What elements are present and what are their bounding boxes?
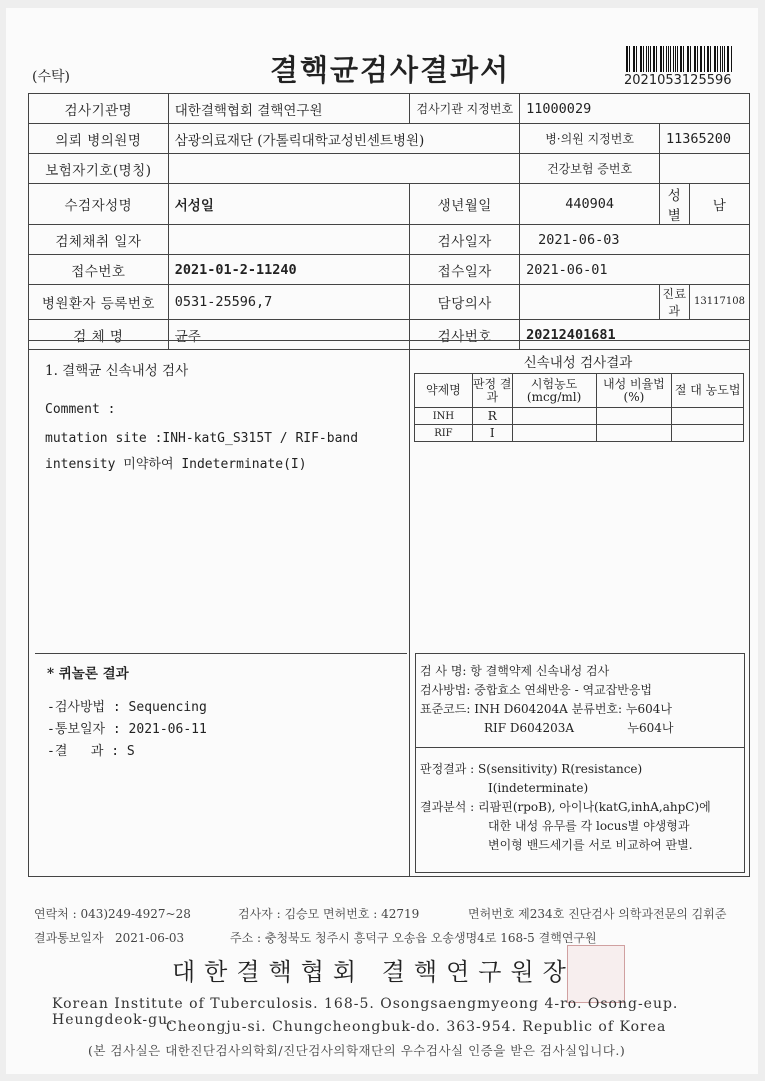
- results-section: [28, 340, 750, 877]
- notes-method: 검사방법: 중합효소 연쇄반응 - 역교잡반응법: [420, 683, 653, 697]
- table-row: [415, 408, 744, 425]
- sex-label: 성별: [659, 184, 689, 225]
- specimen-value: 균주: [168, 320, 410, 350]
- comment-label: Comment :: [45, 402, 116, 417]
- notes-judge-2: I(indeterminate): [488, 781, 589, 795]
- footer-report-date: 결과통보일자 2021-06-03: [34, 931, 185, 945]
- test-date-value: 2021-06-03: [520, 225, 750, 255]
- section-divider: [409, 341, 410, 876]
- result-header: 약제명: [415, 374, 473, 408]
- quinolone-result: -결 과 : S: [47, 744, 135, 759]
- result-cell: [596, 425, 672, 442]
- result-header: 시험농도 (mcg/ml): [512, 374, 596, 408]
- dob-value: 440904: [520, 184, 660, 225]
- health-ins-label: 건강보험 증번호: [520, 154, 660, 184]
- comment-line-1: mutation site :INH-katG_S315T / RIF-band: [45, 431, 359, 446]
- footer-license: 면허번호 제234호 진단검사 의학과전문의 김휘준: [468, 907, 727, 921]
- notes-test-name: 검 사 명: 항 결핵약제 신속내성 검사: [420, 664, 610, 678]
- specimen-label: 검 체 명: [29, 320, 169, 350]
- clinic-code-value: 11365200: [659, 124, 749, 154]
- info-table: [28, 93, 750, 350]
- footer-english-2: Cheongju-si. Chungcheongbuk-do. 363-954. Republic of Korea: [166, 1019, 667, 1035]
- notes-code-1: 표준코드: INH D604204A 분류번호: 누604나: [420, 702, 672, 716]
- institution-code-label: 검사기관 지정번호: [410, 94, 520, 124]
- result-table: [414, 373, 744, 442]
- result-cell: I: [472, 425, 512, 442]
- footer-certification: (본 검사실은 대한진단검사의학회/진단검사의학재단의 우수검사실 인증을 받은 검사실입니다.): [88, 1043, 626, 1058]
- left-heading: 1. 결핵균 신속내성 검사: [45, 363, 189, 379]
- quinolone-date: -통보일자 : 2021-06-11: [47, 722, 207, 737]
- result-cell: R: [472, 408, 512, 425]
- notes-box: [415, 653, 745, 873]
- receipt-label: 접수번호: [29, 255, 169, 285]
- table-row: [415, 425, 744, 442]
- notes-analysis-2: 대한 내성 유무를 각 locus별 야생형과: [488, 819, 690, 833]
- institution-code-value: 11000029: [520, 94, 750, 124]
- page-title: 결핵균검사결과서: [270, 53, 511, 87]
- clinic-value: 삼광의료재단 (가톨릭대학교성빈센트병원): [168, 124, 519, 154]
- dept-value: 13117108: [689, 285, 749, 320]
- notes-analysis-3: 변이형 밴드세기를 서로 비교하여 판별.: [488, 838, 693, 852]
- result-header: 판정 결과: [472, 374, 512, 408]
- dob-label: 생년월일: [410, 184, 520, 225]
- collect-value: [168, 225, 410, 255]
- result-table-title: 신속내성 검사결과: [523, 355, 633, 371]
- test-no-value: 20212401681: [520, 320, 750, 350]
- institution-value: 대한결핵협회 결핵연구원: [168, 94, 410, 124]
- patient-label: 수검자성명: [29, 184, 169, 225]
- notes-code-2: RIF D604203A 누604나: [484, 721, 674, 735]
- footer-english-1: Korean Institute of Tuberculosis. 168-5. Osongsaengmyeong 4-ro. Osong-eup. Heungdeok-gu.: [52, 996, 679, 1028]
- result-cell: [512, 425, 596, 442]
- barcode: [626, 46, 734, 72]
- patient-value: 서성일: [168, 184, 410, 225]
- barcode-number: 2021053125596: [624, 73, 732, 88]
- result-cell: RIF: [415, 425, 473, 442]
- organization-name: 대한결핵협회 결핵연구원장: [172, 958, 575, 986]
- result-cell: INH: [415, 408, 473, 425]
- type-label: (수탁): [32, 69, 70, 85]
- dept-label: 진료과: [659, 285, 689, 320]
- result-header: 내성 비율법(%): [596, 374, 672, 408]
- receipt-value: 2021-01-2-11240: [168, 255, 410, 285]
- result-cell: [596, 408, 672, 425]
- test-date-label: 검사일자: [410, 225, 520, 255]
- institution-label: 검사기관명: [29, 94, 169, 124]
- sex-value: 남: [689, 184, 749, 225]
- quinolone-box: [35, 653, 407, 872]
- result-cell: [512, 408, 596, 425]
- receipt-date-label: 접수일자: [410, 255, 520, 285]
- doctor-label: 담당의사: [410, 285, 520, 320]
- quinolone-heading: * 퀴놀론 결과: [47, 666, 129, 682]
- result-cell: [672, 408, 744, 425]
- doctor-value: [520, 285, 660, 320]
- insurer-value: [168, 154, 519, 184]
- clinic-code-label: 병·의원 지정번호: [520, 124, 660, 154]
- hosp-reg-value: 0531-25596,7: [168, 285, 410, 320]
- official-seal: [567, 945, 625, 1003]
- comment-line-2: intensity 미약하여 Indeterminate(I): [45, 457, 307, 472]
- result-header: 절 대 농도법: [672, 374, 744, 408]
- footer-tester: 검사자 : 김승모 면허번호 : 42719: [238, 907, 420, 921]
- footer-address: 주소 : 충청북도 청주시 흥덕구 오송읍 오송생명4로 168-5 결핵연구원: [230, 931, 597, 945]
- hosp-reg-label: 병원환자 등록번호: [29, 285, 169, 320]
- footer-contact: 연락처 : 043)249-4927~28: [34, 907, 191, 921]
- notes-judge-1: 판정결과 : S(sensitivity) R(resistance): [420, 762, 643, 776]
- health-ins-value: [659, 154, 749, 184]
- clinic-label: 의뢰 병의원명: [29, 124, 169, 154]
- notes-analysis-1: 결과분석 : 리팜핀(rpoB), 아이나(katG,inhA,ahpC)에: [420, 800, 711, 814]
- quinolone-method: -검사방법 : Sequencing: [47, 700, 207, 715]
- test-no-label: 검사번호: [410, 320, 520, 350]
- notes-divider: [416, 747, 744, 748]
- collect-label: 검체채취 일자: [29, 225, 169, 255]
- result-cell: [672, 425, 744, 442]
- insurer-label: 보험자기호(명칭): [29, 154, 169, 184]
- receipt-date-value: 2021-06-01: [520, 255, 750, 285]
